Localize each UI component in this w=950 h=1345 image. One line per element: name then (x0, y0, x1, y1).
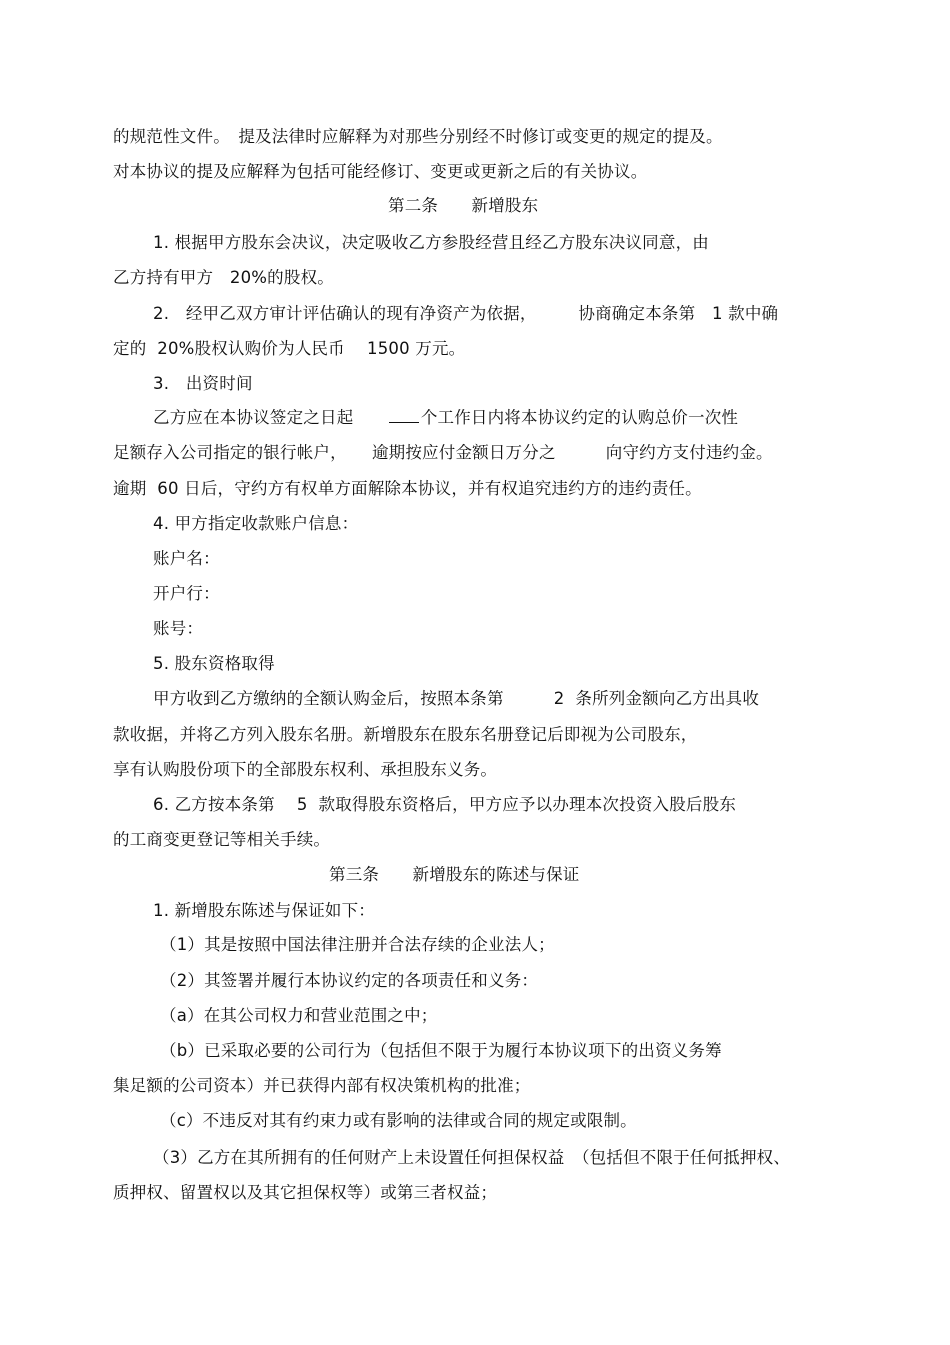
text-line: 甲方收到乙方缴纳的全额认购金后，按照本条第 2 条所列金额向乙方出具收 (153, 689, 760, 708)
text-line: 对本协议的提及应解释为包括可能经修订、变更或更新之后的有关协议。 (113, 162, 648, 181)
text-line: 定的 20%股权认购价为人民币 1500 万元。 (113, 339, 466, 358)
text-line: （b）已采取必要的公司行为（包括但不限于为履行本协议项下的出资义务筹 (160, 1041, 722, 1060)
text-line: 2. 经甲乙双方审计评估确认的现有净资产为依据， 协商确定本条第 1 款中确 (153, 304, 779, 323)
text-line (153, 408, 738, 428)
article-heading: 第二条 新增股东 (388, 196, 539, 215)
text-line: 集足额的公司资本）并已获得内部有权决策机构的批准； (113, 1076, 531, 1095)
text-line: 款收据，并将乙方列入股东名册。新增股东在股东名册登记后即视为公司股东， (113, 725, 698, 744)
text-line: 乙方持有甲方 20%的股权。 (113, 268, 334, 287)
text-line: 的工商变更登记等相关手续。 (113, 830, 331, 849)
text-line: 1. 根据甲方股东会决议，决定吸收乙方参股经营且经乙方股东决议同意，由 (153, 233, 709, 252)
text-line: 账户名： (153, 549, 220, 568)
text-line: 5. 股东资格取得 (153, 654, 275, 673)
text-line: 3. 出资时间 (153, 374, 253, 393)
text-line: 开户行： (153, 584, 220, 603)
text-line: 6. 乙方按本条第 5 款取得股东资格后，甲方应予以办理本次投资入股后股东 (153, 795, 737, 814)
text-line: （2）其签署并履行本协议约定的各项责任和义务： (160, 971, 539, 990)
text-line: 的规范性文件。 提及法律时应解释为对那些分别经不时修订或变更的规定的提及。 (113, 127, 723, 146)
text-fragment: 乙方应在本协议签定之日起 (153, 408, 354, 427)
text-line: （a）在其公司权力和营业范围之中； (160, 1006, 438, 1025)
text-line: 逾期 60 日后，守约方有权单方面解除本协议，并有权追究违约方的违约责任。 (113, 479, 702, 498)
text-line: （c）不违反对其有约束力或有影响的法律或合同的规定或限制。 (160, 1111, 637, 1130)
blank-underline (389, 408, 419, 423)
text-line: （1）其是按照中国法律注册并合法存续的企业法人； (160, 935, 555, 954)
text-line: 账号： (153, 619, 204, 638)
text-fragment: 个工作日内将本协议约定的认购总价一次性 (420, 408, 739, 427)
text-line: 1. 新增股东陈述与保证如下： (153, 901, 375, 920)
text-line: 质押权、留置权以及其它担保权等）或第三者权益； (113, 1183, 498, 1202)
text-line: 足额存入公司指定的银行帐户， 逾期按应付金额日万分之 向守约方支付违约金。 (113, 443, 773, 462)
text-line: （3）乙方在其所拥有的任何财产上未设置任何担保权益 （包括但不限于任何抵押权、 (153, 1148, 791, 1167)
article-heading: 第三条 新增股东的陈述与保证 (329, 865, 580, 884)
text-line: 4. 甲方指定收款账户信息： (153, 514, 359, 533)
text-line: 享有认购股份项下的全部股东权利、承担股东义务。 (113, 760, 498, 779)
